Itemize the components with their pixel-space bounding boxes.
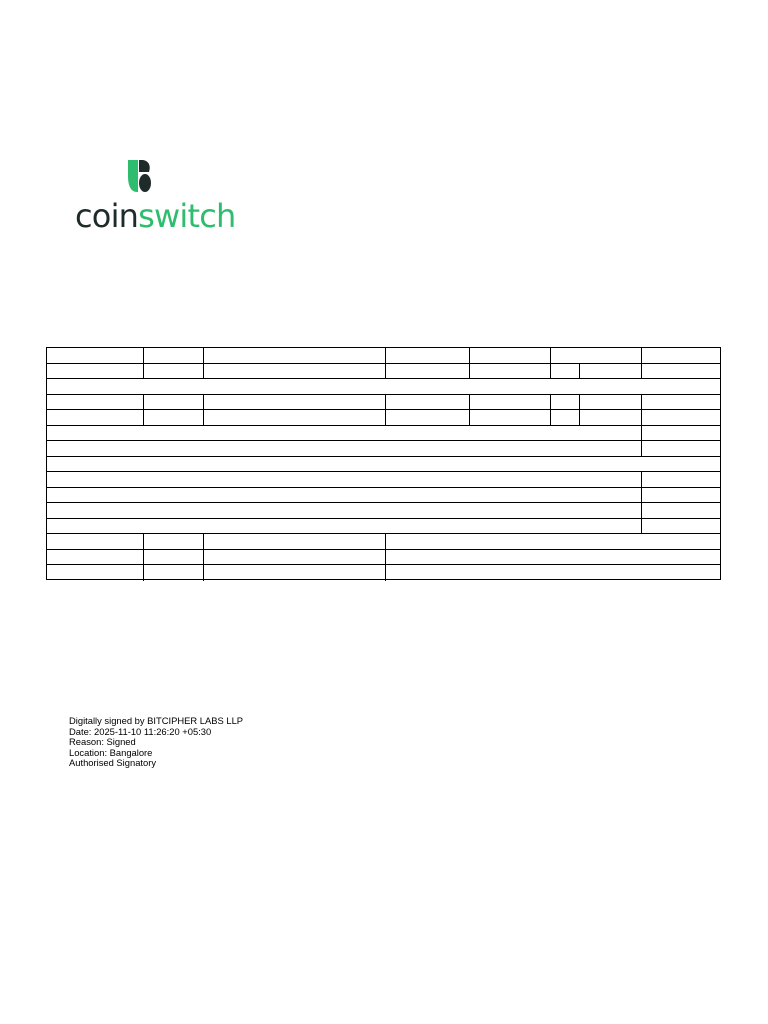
- column-line: [469, 348, 470, 378]
- column-line: [469, 394, 470, 425]
- signature-location: Location: Bangalore: [69, 746, 153, 758]
- column-line: [641, 471, 642, 533]
- row-line: [47, 394, 720, 395]
- column-line: [641, 348, 642, 378]
- signature-role: Authorised Signatory: [69, 757, 157, 769]
- column-line: [550, 394, 551, 425]
- coinswitch-logo-icon: [128, 160, 152, 194]
- row-line: [47, 487, 720, 488]
- row-line: [47, 502, 720, 503]
- row-line: [47, 363, 720, 364]
- column-line: [641, 394, 642, 425]
- column-line: [143, 394, 144, 425]
- column-line: [203, 394, 204, 425]
- signature-reason: Reason: Signed: [69, 736, 136, 748]
- column-line: [203, 348, 204, 378]
- column-line: [579, 394, 580, 425]
- row-line: [47, 533, 720, 534]
- empty-table-grid: [46, 347, 721, 580]
- row-line: [47, 440, 720, 441]
- coinswitch-logo: [75, 158, 236, 238]
- row-line: [47, 378, 720, 379]
- row-line: [47, 518, 720, 519]
- digital-signature-block: [69, 716, 243, 769]
- column-line: [385, 348, 386, 378]
- signature-date: Date: 2025-11-10 11:26:20 +05:30: [69, 725, 212, 737]
- wordmark-coin: coin: [75, 197, 139, 235]
- row-line: [47, 471, 720, 472]
- row-line: [47, 409, 720, 410]
- column-line: [550, 348, 551, 378]
- column-line: [579, 363, 580, 378]
- signature-signed-by: Digitally signed by BITCIPHER LABS LLP: [69, 715, 244, 726]
- column-line: [143, 348, 144, 378]
- row-line: [47, 425, 720, 426]
- row-line: [47, 564, 720, 565]
- row-line: [47, 549, 720, 550]
- column-line: [203, 533, 204, 581]
- column-line: [385, 394, 386, 425]
- column-line: [641, 425, 642, 456]
- wordmark-switch: switch: [138, 197, 236, 235]
- row-line: [47, 456, 720, 457]
- column-line: [143, 533, 144, 581]
- coinswitch-wordmark: [75, 198, 236, 234]
- column-line: [385, 533, 386, 581]
